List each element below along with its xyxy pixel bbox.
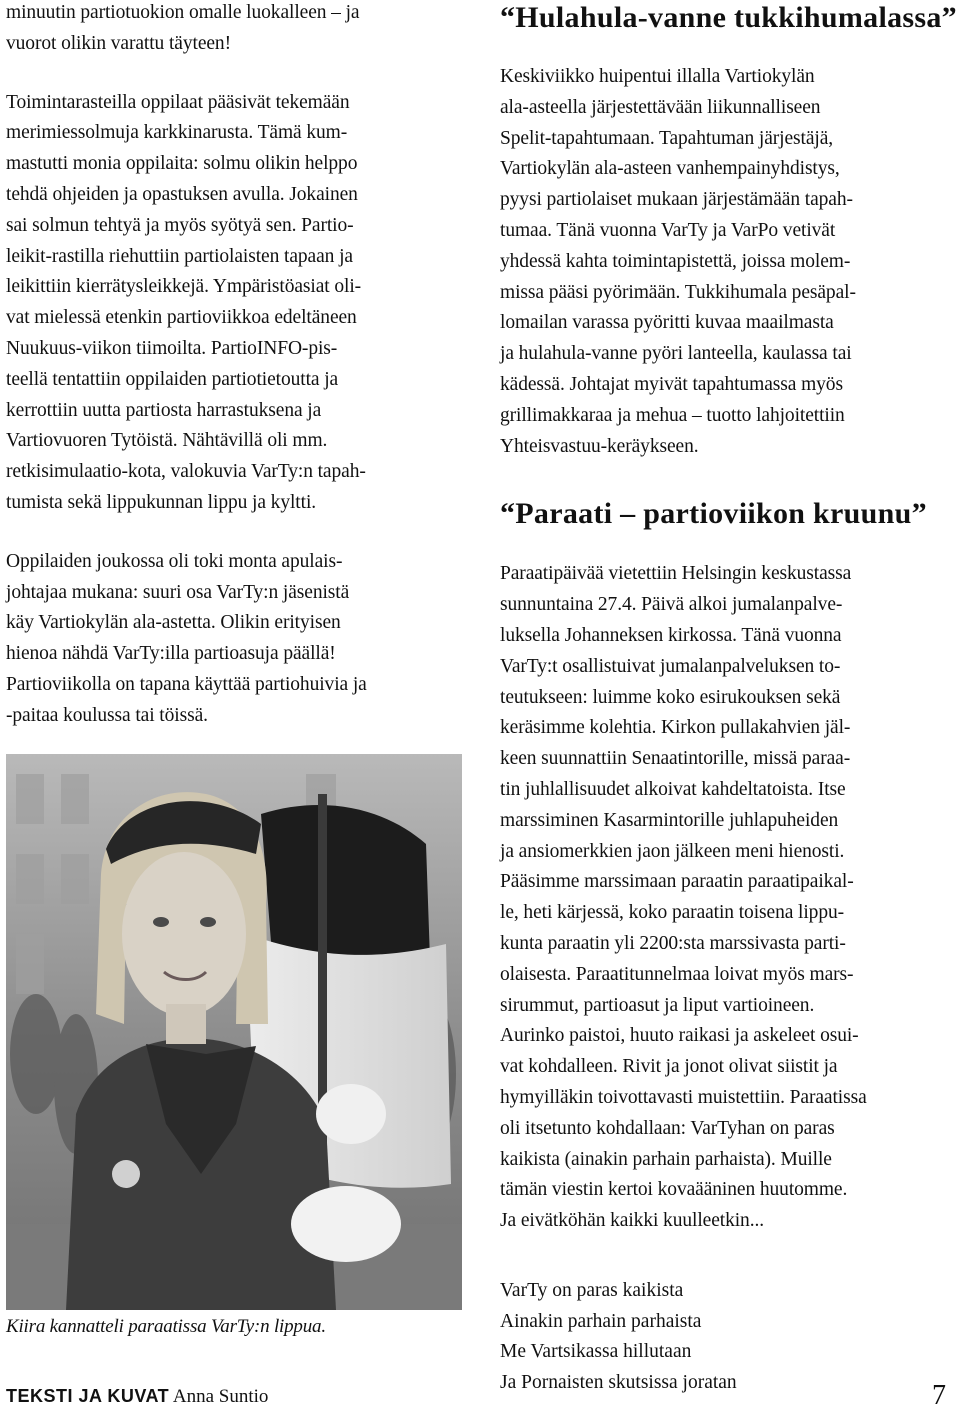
credit-line <box>6 1386 268 1408</box>
credit-name: Anna Suntio <box>169 1386 269 1407</box>
poem-line: VarTy on paras kaikista <box>500 1280 684 1301</box>
page-number: 7 <box>932 1380 946 1411</box>
photo-caption: Kiira kannatteli paraatissa VarTy:n lippua. <box>6 1316 326 1337</box>
scout-photo <box>6 754 462 1310</box>
heading-hulahula: “Hulahula-vanne tukkihumalassa” <box>500 1 957 34</box>
heading-gap <box>500 36 958 62</box>
poem-line: Ainakin parhain parhaista <box>500 1310 702 1332</box>
right-paragraph-2: Paraatipäivää vietettiin Helsingin keskustassa sunnuntaina 27.4. Päivä alkoi jumalanpalve- luksella Johanneksen kirkossa. Tänä vuonna VarTy:t osallistuivat jumalanpalveluksen to- teutukseen: luimme koko esirukouksen sekä keräsimme kolehtia. Kirkon pullakahvien jäl- keen suunnattiin Senaatintorille, missä paraa- tin juhlallisuudet alkoivat kahdeltatoista. Itse marssiminen Kasarmintorille juhlapuheiden ja ansiomerkkien jaon jälkeen meni hienosti. Pääsimme marssimaan paraatin paraatipaikal- le, heti kärjessä, koko paraatin toisena lippu- kunta paraatin yli 2200:sta marssivasta parti- olaisesta. Paraatitunnelmaa loivat myös mars- sirummut, partioasut ja liput vartioineen. Aurinko paistoi, huuto raikasi ja askeleet osui- vat kohdalleen. Rivit ja jonot olivat siistit ja hymyilläkin toivottavasti muistettiin. Paraatissa oli itsetunto kohdallaan: VarTyhan on paras kaikista (ainakin parhain parhaista). Muille tämän viestin kertoi kovaääninen huutomme. Ja eivätköhän kaikki kuulleetkin... <box>500 563 867 1232</box>
right-paragraph-1: Keskiviikko huipentui illalla Vartiokylän ala-asteella järjestettävään liikunnalliseen Spelit-tapahtumaan. Tapahtuman järjestäjä, Vartiokylän ala-asteen vanhempainyhdistys, pyysi partiolaiset mukaan järjestämään tapah- tumaa. Tänä vuonna VarTy ja VarPo vetivät yhdessä kahta toimintapistettä, joissa molem- missa pääsi pyörimään. Tukkihumala pesäpal- lomailan varassa pyöritti kuvaa maailmasta ja hulahula-vanne pyöri lanteella, kaulassa tai kädessä. Johtajat myivät tapahtumassa myös grillimakkaraa ja mehua – tuotto lahjoitettiin Yhteisvastuu-keräykseen. <box>500 66 856 457</box>
left-paragraph-3: Oppilaiden joukossa oli toki monta apulais- johtajaa mukana: suuri osa VarTy:n jäsenistä käy Vartiokylän ala-astetta. Olikin erityisen hienoa nähdä VarTy:illa partioasuja päällä! Partioviikolla on tapana käyttää partiohuivia ja -paitaa koulussa tai töissä. <box>6 550 367 726</box>
credit-label: TEKSTI JA KUVAT <box>6 1386 170 1406</box>
scout-photo-illustration <box>6 754 462 1310</box>
paragraph-gap <box>6 519 464 547</box>
right-column <box>500 0 958 1237</box>
paragraph-gap <box>500 462 958 496</box>
left-paragraph-1: minuutin partiotuokion omalle luokalleen – ja vuorot olikin varattu täyteen! <box>6 2 360 54</box>
left-paragraph-2: Toimintarasteilla oppilaat pääsivät tekemään merimiessolmuja karkkinarusta. Tämä kum- mastutti monia oppilaita: solmu olikin helppo tehdä ohjeiden ja opastuksen avulla. Jokainen sai solmun tehtyä ja myös syötyä sen. Partio- leikit-rastilla riehuttiin partiolaisten tapaan ja leikittiin kierrätysleikkejä. Ympäristöasiat oli- vat mielessä etenkin partioviikkoa edeltäneen Nuukuus-viikon tiimoilta. PartioINFO-pis- teellä tentattiin oppilaiden partiotietoutta ja kerrottiin uutta partiosta harrastuksena ja Vartiovuoren Tytöistä. Nähtävillä oli mm. retkisimulaatio-kota, valokuvia VarTy:n tapah- tumista sekä lippukunnan lippu ja kyltti. <box>6 91 366 513</box>
poem-line: Ja Pornaisten skutsissa joratan <box>500 1371 737 1393</box>
heading-paraati: “Paraati – partioviikon kruunu” <box>500 497 927 531</box>
paragraph-gap <box>6 60 464 88</box>
heading-gap <box>500 532 958 559</box>
poem <box>500 1276 737 1398</box>
left-column <box>6 0 464 732</box>
poem-line: Me Vartsikassa hillutaan <box>500 1341 692 1362</box>
